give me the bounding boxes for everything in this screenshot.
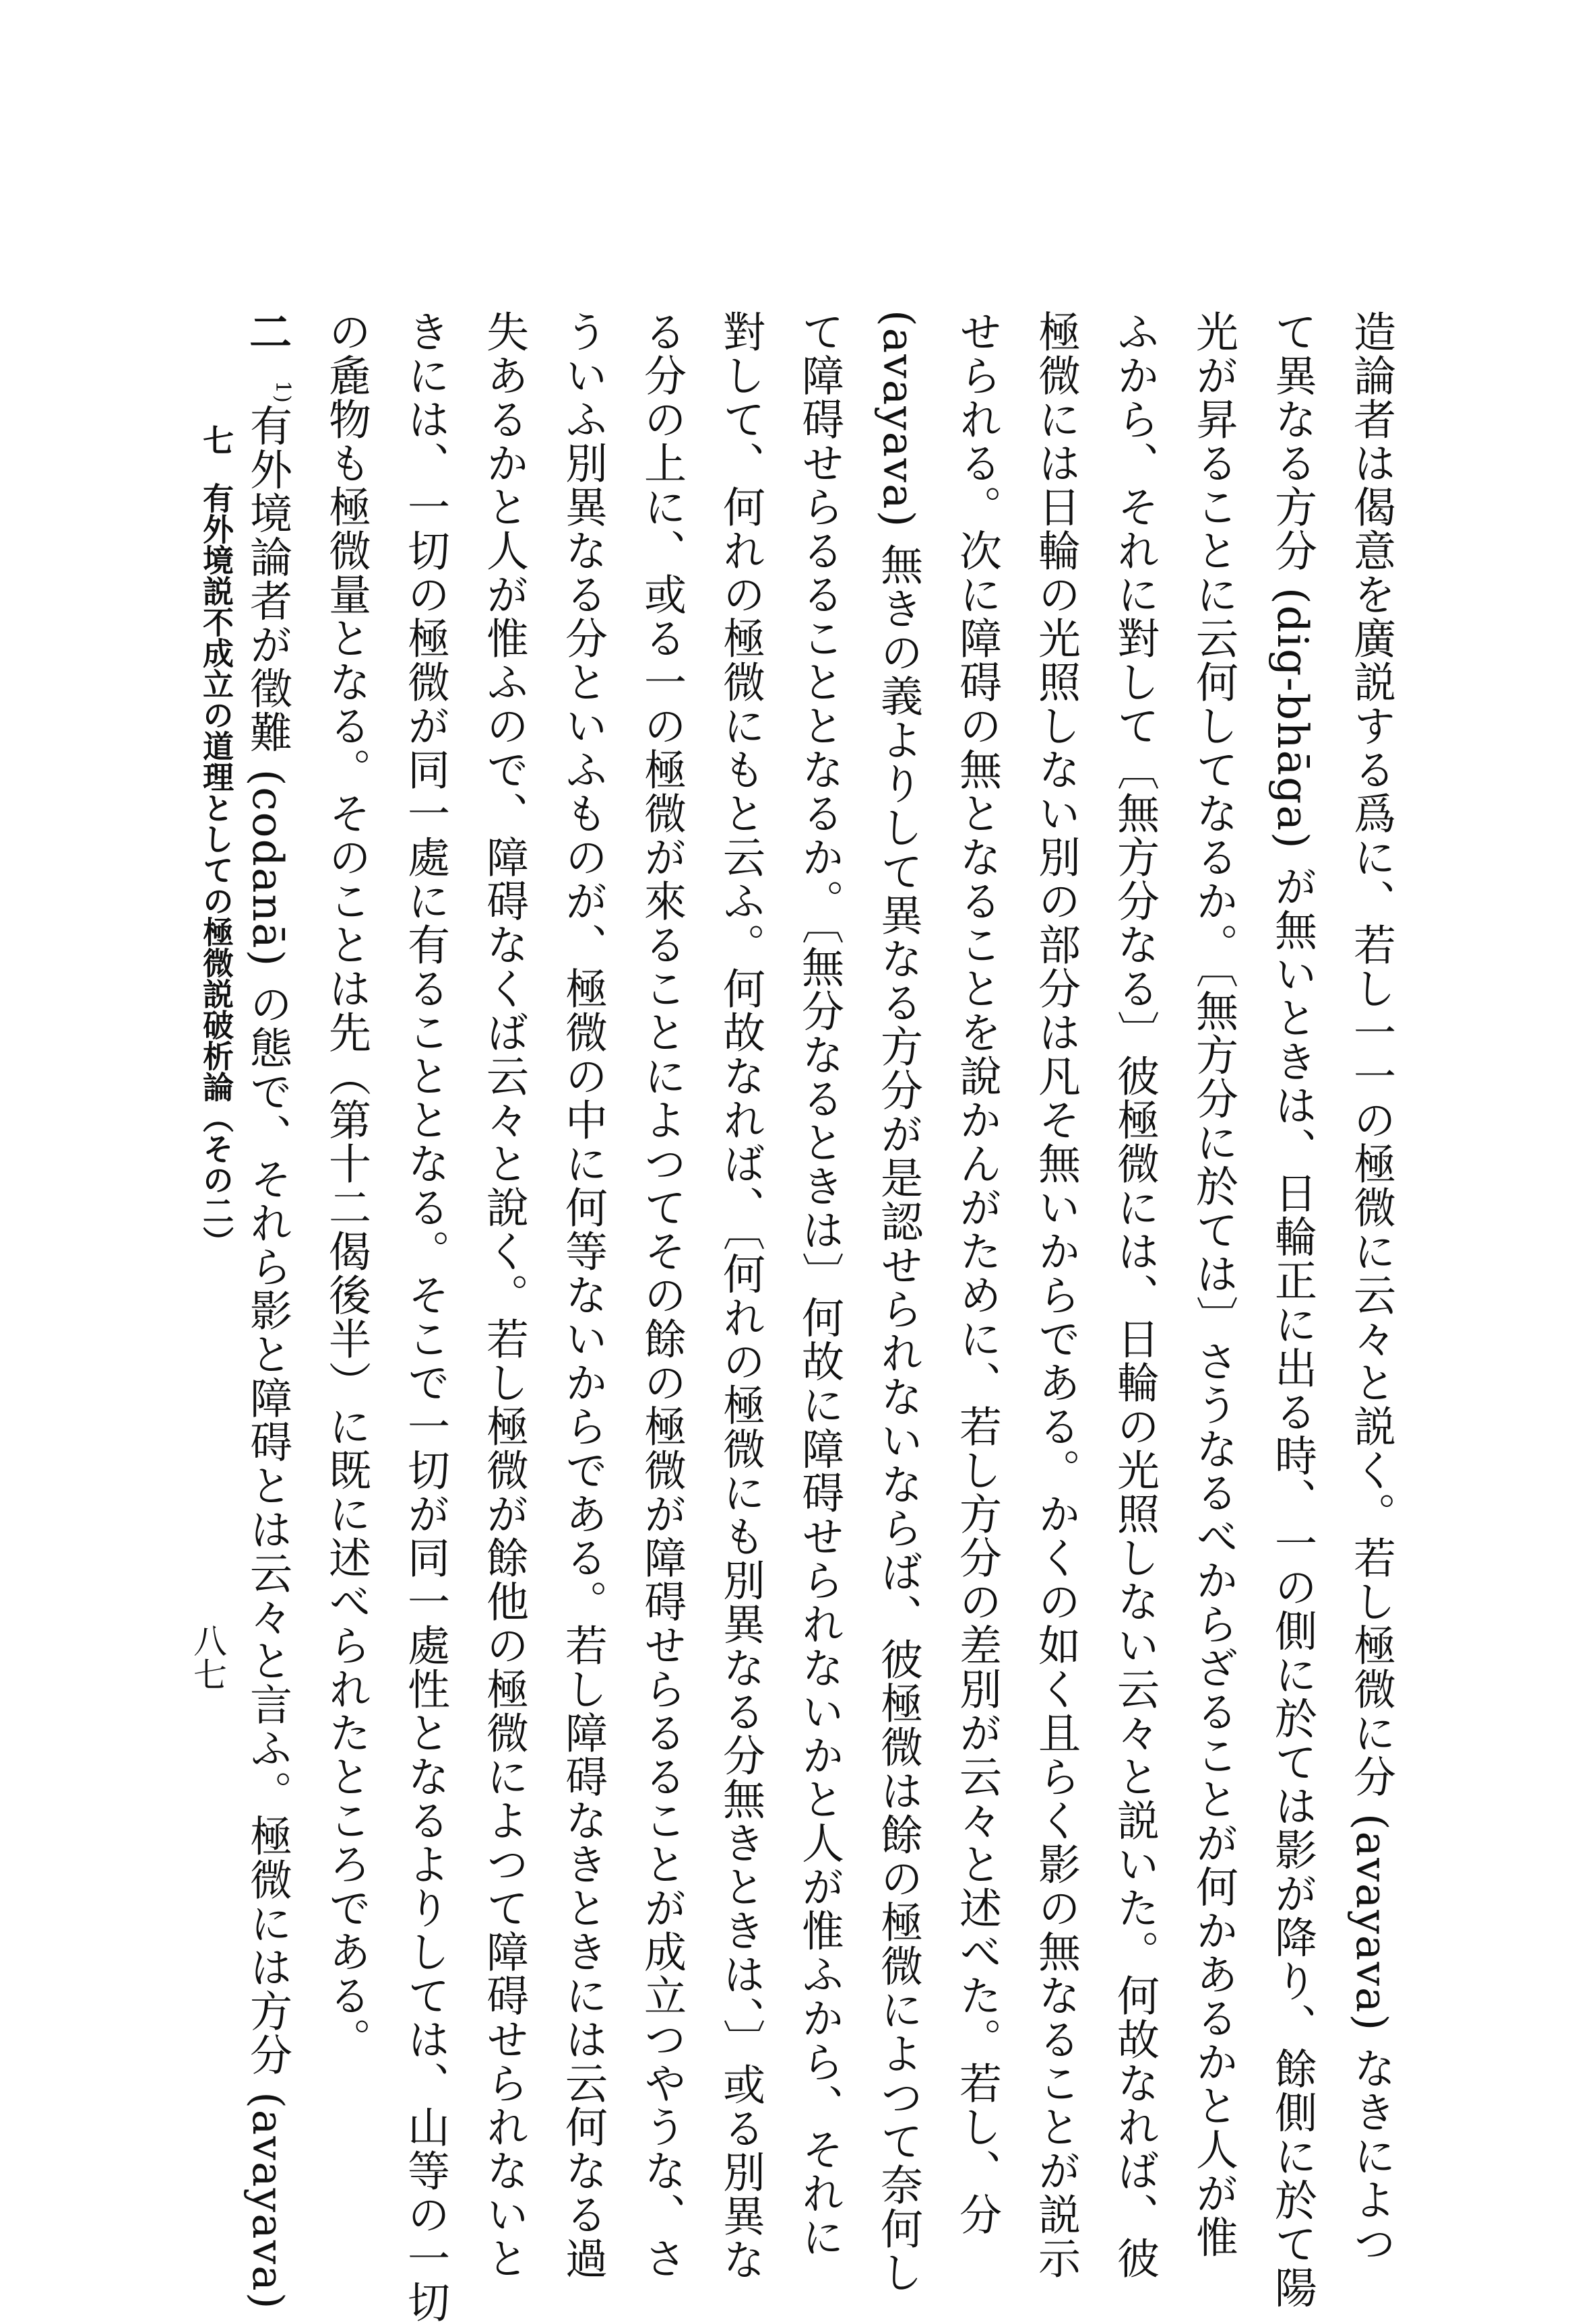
running-title: 有外境説不成立の道理としての極微説破析論（その二） — [198, 482, 234, 1257]
text-line: 失あるかと人が惟ふので、障碍なくば云々と說く。若し極微が餘他の極微によつて障碍せられないと — [480, 310, 529, 2280]
text-line: きには、一切の極微が同一處に有ることとなる。そこで一切が同一處性となるよりしては、山等の一切 — [401, 310, 450, 2324]
text-line: 光が昇ることに云何してなるか。〔無方分に於ては〕さうなるべからざることが何かあるかと人が惟 — [1189, 310, 1238, 2259]
text-line: せられる。次に障碍の無となることを說かんがために、若し方分の差別が云々と述べた。若し、分 — [953, 310, 1002, 2236]
text-line: ういふ別異なる分といふものが、極微の中に何等ないからである。若し障碍なきときには云何なる過 — [559, 310, 608, 2280]
text-line: 造論者は偈意を廣説する爲に、若し一一の極微に云々と説く。若し極微に分 (avayava) なきによつ — [1347, 310, 1396, 2266]
section-line — [243, 310, 294, 2311]
chapter-number: 七 — [198, 424, 234, 455]
page-number: 八七 — [188, 1623, 227, 1691]
text-line: (avayava) 無きの義よりして異なる方分が是認せられないならば、彼極微は餘の極微によつて奈何し — [874, 310, 923, 2295]
footnote-mark: 1) — [271, 381, 294, 404]
text-line: 對して、何れの極微にもと云ふ。何故なれば、〔何れの極微にも別異なる分無きときは、〕或る別異な — [716, 310, 765, 2282]
text-line: て異なる方分 (dig-bhāga) が無いときは、日輪正に出る時、一の側に於ては影が降り、餘側に於て陽 — [1268, 310, 1317, 2310]
text-line: る分の上に、或る一の極微が來ることによつてその餘の極微が障碍せらるることが成立つやうな、さ — [637, 310, 687, 2280]
text-line: の麁物も極微量となる。そのことは先（第十二偈後半）に既に述べられたところである。 — [322, 310, 371, 2061]
running-header — [198, 424, 234, 1257]
section-text: 有外境論者が徵難 (codanā) の態で、それら影と障碍とは云々と言ふ。極微には方分 (avayava) — [243, 404, 292, 2311]
section-number: 二 — [243, 310, 292, 354]
text-line: 極微には日輪の光照しない別の部分は凡そ無いからである。かくの如く且らく影の無なることが説示 — [1032, 310, 1081, 2280]
text-line: て障碍せらるることとなるか。〔無分なるときは〕何故に障碍せられないかと人が惟ふから、それに — [795, 310, 844, 2259]
text-line: ふから、それに對して〔無方分なる〕彼極微には、日輪の光照しない云々と説いた。何故なれば、彼 — [1110, 310, 1160, 2280]
